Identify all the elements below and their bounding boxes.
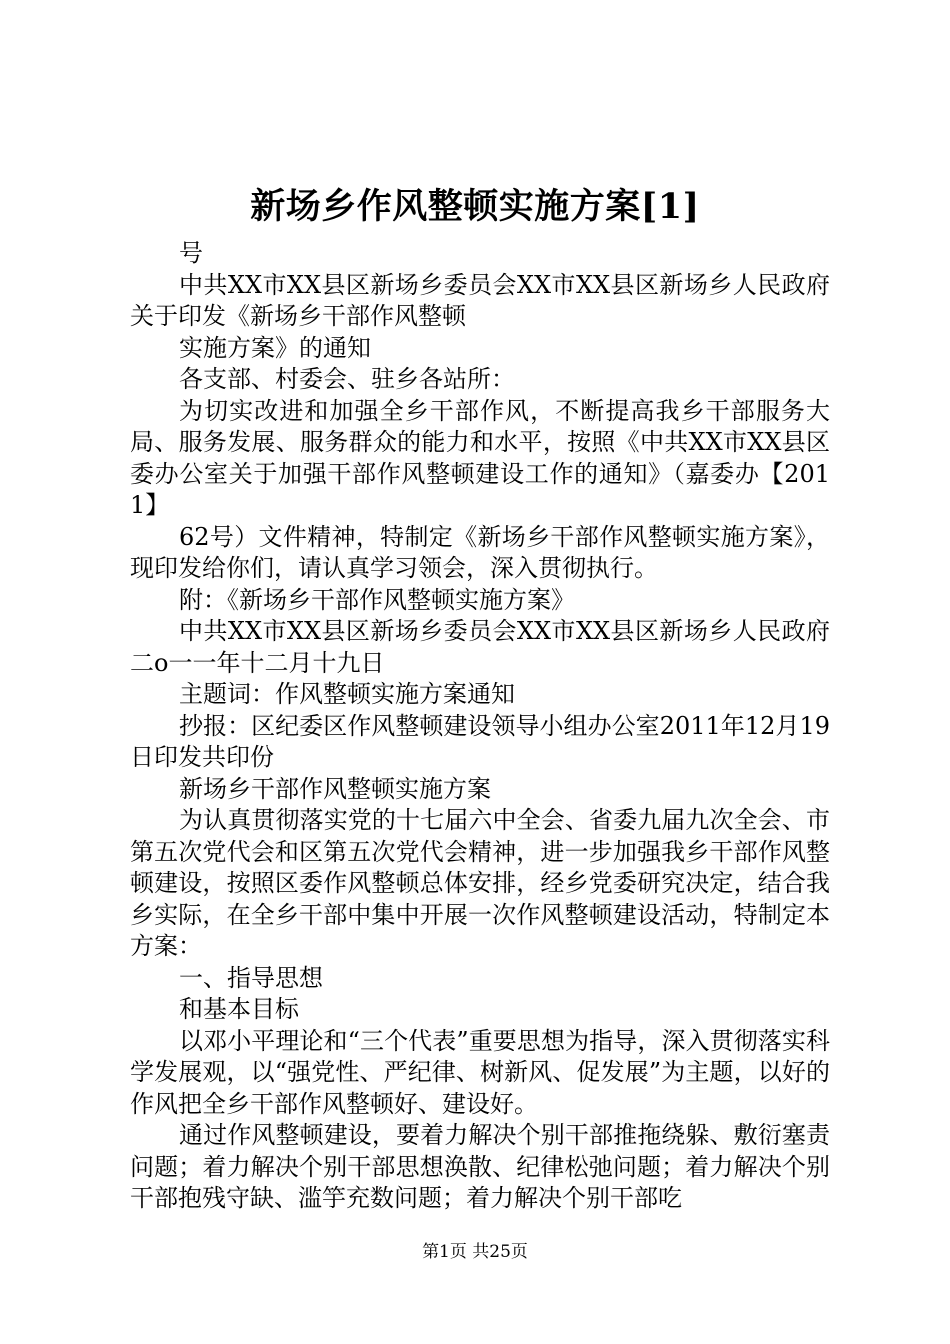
paragraph: 通过作风整顿建设，要着力解决个别干部推拖绕躲、敷衍塞责问题；着力解决个别干部思想涣散、纪律松弛问题；着力解决个别干部抱残守缺、滥竽充数问题；着力解决个别干部吃: [130, 1121, 830, 1212]
paragraph: 号: [179, 239, 203, 267]
paragraph: 各支部、村委会、驻乡各站所：: [179, 365, 515, 393]
page-footer: 第1页 共25页: [422, 1242, 528, 1262]
paragraph: 为切实改进和加强全乡干部作风，不断提高我乡干部服务大局、服务发展、服务群众的能力和水平，按照《中共XX市XX县区委办公室关于加强干部作风整顿建设工作的通知》（嘉委办【2011】: [130, 396, 830, 519]
paragraph: 62号）文件精神，特制定《新场乡干部作风整顿实施方案》，现印发给你们，请认真学习领会，深入贯彻执行。: [130, 522, 830, 582]
document-body: [130, 238, 830, 1215]
paragraph: 实施方案》的通知: [179, 333, 371, 362]
paragraph: 抄报：区纪委区作风整顿建设领导小组办公室2011年12月19日印发共印份: [130, 711, 830, 771]
paragraph: 和基本目标: [179, 995, 299, 1023]
paragraph: 新场乡干部作风整顿实施方案: [179, 774, 491, 803]
paragraph: 以邓小平理论和“三个代表”重要思想为指导，深入贯彻落实科学发展观，以“强党性、严纪律、树新风、促发展”为主题，以好的作风把全乡干部作风整顿好、建设好。: [130, 1026, 830, 1118]
document-title: 新场乡作风整顿实施方案[1]: [250, 186, 700, 227]
paragraph: 中共XX市XX县区新场乡委员会XX市XX县区新场乡人民政府关于印发《新场乡干部作风整顿: [130, 270, 830, 330]
paragraph: 主题词：作风整顿实施方案通知: [179, 680, 515, 708]
paragraph: 一、指导思想: [179, 963, 323, 992]
paragraph: 附：《新场乡干部作风整顿实施方案》: [179, 585, 575, 614]
paragraph: 为认真贯彻落实党的十七届六中全会、省委九届九次全会、市第五次党代会和区第五次党代会精神，进一步加强我乡干部作风整顿建设，按照区委作风整顿总体安排，经乡党委研究决定，结合我乡实际，在全乡干部中集中开展一次作风整顿建设活动，特制定本方案：: [130, 806, 830, 960]
paragraph: 中共XX市XX县区新场乡委员会XX市XX县区新场乡人民政府二o一一年十二月十九日: [130, 617, 830, 677]
